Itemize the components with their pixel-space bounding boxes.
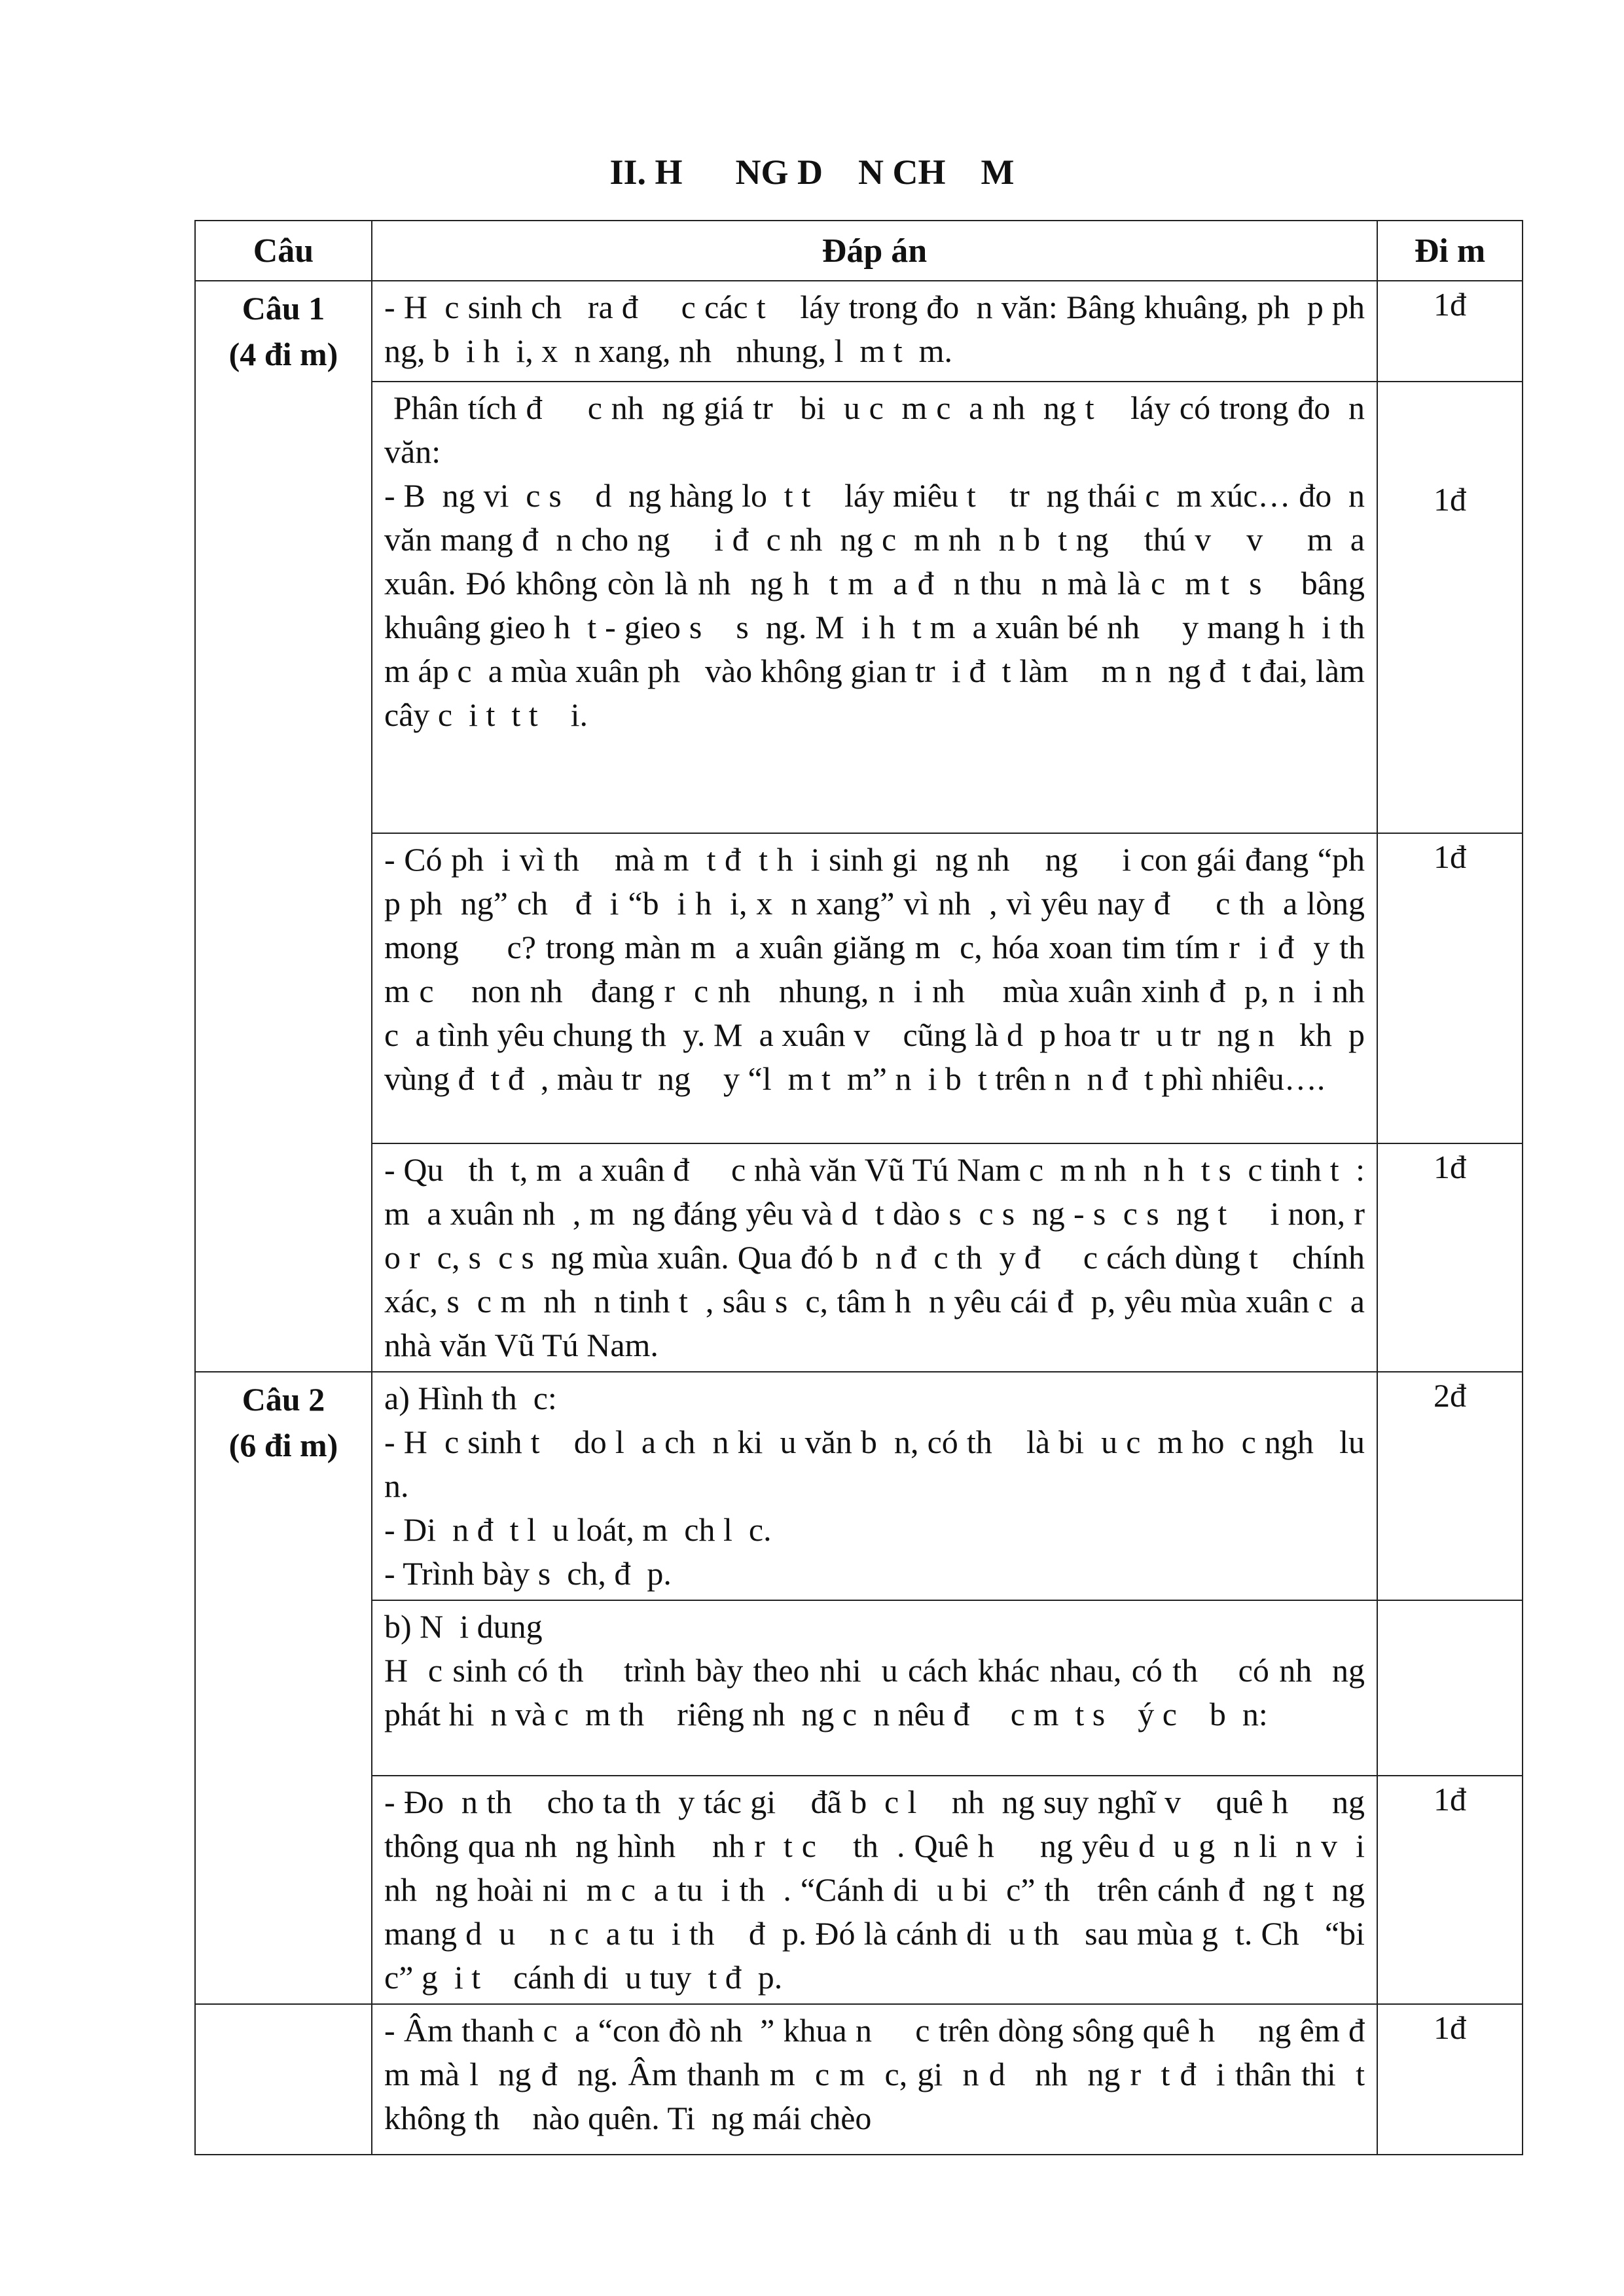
answer-text: - H c sinh ch ra đ c các t láy trong đo n văn: Bâng khuâng, ph p ph ng, b i h i, x n xang, nh nhung, l m t m. — [384, 289, 1381, 369]
header-answer: Đáp án — [372, 221, 1377, 281]
answer-text: - Đo n th cho ta th y tác gi đã b c l nh ng suy nghĩ v quê h ng thông qua nh ng hình nh r t c th . Quê h ng yêu d u g n li n v i nh ng hoài ni m c a tu i th . “Cánh di u bi c” th trên cánh đ ng t ng mang d u n c a tu i th đ p. Đó là cánh di u th sau mùa g t. Ch “bi c” g i t cánh di u tuy t đ p. — [384, 1784, 1381, 1996]
page-title: II. H NG D N CH M — [609, 152, 1015, 192]
points-cell: 1đ — [1377, 2004, 1523, 2155]
points-cell: 1đ — [1377, 281, 1523, 382]
points-cell: 1đ — [1377, 1776, 1523, 2004]
question-1-total-points: (4 đi m) — [228, 336, 338, 372]
points-cell — [1377, 382, 1523, 833]
answer-cell — [372, 1600, 1377, 1776]
table-row — [195, 2004, 1523, 2155]
table-row — [195, 1143, 1523, 1372]
table-row — [195, 833, 1523, 1143]
question-2-label: Câu 2 — [242, 1381, 325, 1418]
answer-cell — [372, 1776, 1381, 2004]
header-points: Đi m — [1377, 221, 1523, 281]
question-2-cell — [195, 1372, 372, 2004]
answer-cell — [372, 1372, 1377, 1600]
question-3-cell — [195, 2004, 372, 2155]
grading-table — [194, 220, 1523, 2155]
table-row — [195, 382, 1523, 833]
table-header-row — [195, 221, 1523, 281]
answer-cell — [372, 281, 1381, 382]
points-cell: 1đ — [1377, 833, 1523, 1143]
table-row — [195, 1600, 1523, 1776]
points-cell: 2đ — [1377, 1372, 1523, 1600]
answer-cell — [372, 1143, 1381, 1372]
table-row — [195, 281, 1523, 382]
question-1-label: Câu 1 — [242, 290, 325, 327]
answer-text: b) N i dung H c sinh có th trình bày theo nhi u cách khác nhau, có th có nh ng phát hi n và c m th riêng nh ng c n nêu đ c m t s ý c b n: — [384, 1608, 1365, 1732]
answer-text: a) Hình th c: - H c sinh t do l a ch n ki u văn b n, có th là bi u c m ho c ngh lu n. - Di n đ t l u loát, m ch l c. - Trình bày s ch, đ p. — [384, 1380, 1365, 1592]
points-cell — [1377, 1600, 1523, 1776]
answer-cell — [372, 382, 1377, 833]
answer-text: - Có ph i vì th mà m t đ t h i sinh gi ng nh ng i con gái đang “ph p ph ng” ch đ i “b i h i, x n xang” vì nh , vì yêu nay đ c th a lòng mong c? trong màn m a xuân giăng m c, hóa xoan tim tím r i đ y th m c non nh đang r c nh nhung, n i nh mùa xuân xinh đ p, n i nh c a tình yêu chung th y. M a xuân v cũng là d p hoa tr u tr ng n kh p vùng đ t đ , màu tr ng y “l m t m” n i b t trên n n đ t phì nhiêu…. — [384, 841, 1398, 1097]
answer-text: - Âm thanh c a “con đò nh ” khua n c trên dòng sông quê h ng êm đ m mà l ng đ ng. Âm thanh m c m c, gi n d nh ng r t đ i thân thi t không th nào quên. Ti ng mái chèo — [384, 2012, 1381, 2136]
points-cell: 1đ — [1377, 1143, 1523, 1372]
answer-cell — [372, 833, 1398, 1143]
table-row — [195, 1776, 1523, 2004]
table-row — [195, 1372, 1523, 1600]
header-question: Câu — [195, 221, 372, 281]
answer-text: - Qu th t, m a xuân đ c nhà văn Vũ Tú Nam c m nh n h t s c tinh t : m a xuân nh , m ng đáng yêu và d t dào s c s ng - s c s ng t i non, r o r c, s c s ng mùa xuân. Qua đó b n đ c th y đ c cách dùng t chính xác, s c m nh n tinh t , sâu s c, tâm h n yêu cái đ p, yêu mùa xuân c a nhà văn Vũ Tú Nam. — [384, 1151, 1381, 1363]
question-1-cell — [195, 281, 372, 1372]
question-2-total-points: (6 đi m) — [228, 1427, 338, 1463]
answer-cell — [372, 2004, 1381, 2155]
points-value: 1đ — [1434, 481, 1466, 518]
answer-text: Phân tích đ c nh ng giá tr bi u c m c a nh ng t láy có trong đo n văn: - B ng vi c s d ng hàng lo t t láy miêu t tr ng thái c m xúc… đo n văn mang đ n cho ng i đ c nh ng c m nh n b t ng thú v v m a xuân. Đó không còn là nh ng h t m a đ n thu n mà là c m t s bâng khuâng gieo h t - gieo s s ng. M i h t m a xuân bé nh y mang h i th m áp c a mùa xuân ph vào không gian tr i đ t làm m n ng đ t đai, làm cây c i t t t i. — [384, 389, 1365, 733]
